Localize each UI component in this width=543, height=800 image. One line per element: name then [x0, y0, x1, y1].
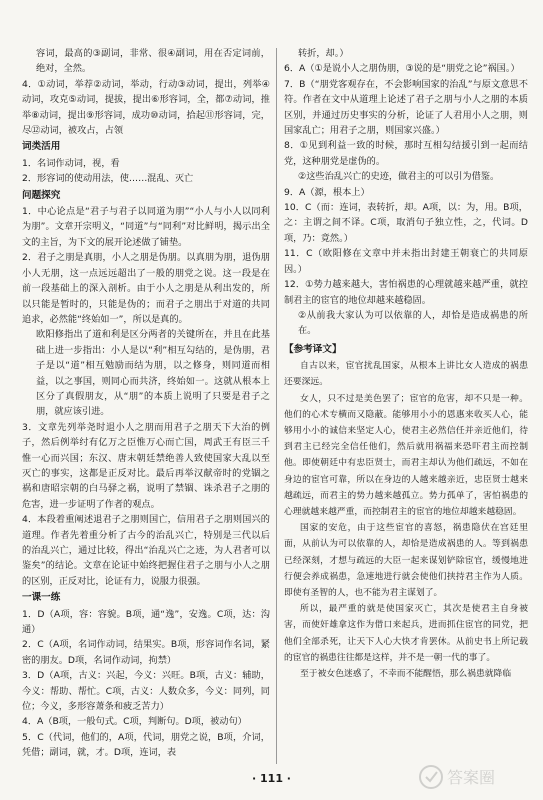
translation-paragraph: 女人，只不过是美色罢了；宦官的危害，却不只是一种。他们的心术专横而又隐蔽。能够用小小的恩惠来收买人心，能够用小小的诚信来坚定人心，使君主必然信任并亲近他们，待到君主已经完全信任他们，然后就用祸福来恐吓君主而控制他。即使朝廷中有忠臣贤士，而君主却认为他们疏远，不如在身边的宦官可靠，所以在身边的人越来越亲近，忠臣贤士越来越疏远，而君主的势力越来越孤立。势力孤单了，害怕祸患的心理就越来越严重，而控制君主的宦官的地位却越来越稳固。: [284, 393, 528, 517]
left-answer-text: 4．①动词，举荐②动词，举动，行动③动词，提出，列举④动词，攻克⑤动词，提拔，提出⑥形容词，全，都⑦动词，推举⑧动词，提出⑨形容词，成功⑩动词，拾起⑪形容词，完，尽⑫动词，被攻占，占领: [22, 78, 270, 137]
right-answer-text: 10．C（而：连词，表转折，却。A项，以：为，用。B项，之：主谓之间不译。C项，取消句子独立性，之，代词。D项，乃：竟然。）: [284, 202, 528, 244]
left-column: [22, 46, 270, 761]
left-answer-text: 2．C（A项，名词作动词，结果实。B项，形容词作名词，紧密的朋友。D项，名词作动词，拘禁）: [22, 639, 270, 666]
left-answer-text: 2．君子之朋是真朋，小人之朋是伪朋。以真朋为朋，退伪朋小人无朋，这一点远远超出了一般的朋党之说。这一段是在前一段基础上的深入剖析。由于小人之朋是从利出发的，所以只能是暂时的，只能是伪的；而君子之朋出于对道的共同追求，必然能“终始如一”，所以是真的。: [22, 252, 270, 325]
left-answer-text: 1．中心论点是“君子与君子以同道为朋”“小人与小人以同利为朋”。文章开宗明义，“同道”与“同利”对比鲜明，揭示出全文的主旨，为下文的展开论述做了铺垫。: [22, 206, 270, 248]
left-answer-text: 2．形容词的使动用法，使……混乱、灭亡: [22, 173, 194, 185]
section-heading: 问题探究: [22, 189, 61, 201]
translation-paragraph: 国家的安危，由于这些宦官的喜怒，祸患隐伏在宫廷里面，从前认为可以依靠的人，却恰是造成祸患的人。等到祸患已经深刻，才想与疏远的大臣一起来谋划铲除宦官，缓慢地进行便会养成祸患，急速地进行就会使他们挟持君主作为人质。即使有圣智的人，也不能为君主谋划了。: [284, 523, 528, 598]
translation-paragraph: 至于被女色迷惑了，不幸而不能醒悟，那么祸患就降临: [300, 668, 512, 679]
right-answer-text: ②从前我大家认为可以依靠的人，却恰是造成祸患的所在。: [298, 309, 528, 337]
section-heading: 词类活用: [22, 141, 61, 153]
translation-paragraph: 所以，最严重的就是使国家灭亡，其次是使君主自身被害，而使奸雄拿这作为借口来起兵，进而抓住宦官的同党，把他们全部杀死，让天下人心大快才肯罢休。从前史书上所记载的宦官的祸患往往都是这样，并不是一朝一代的事了。: [284, 604, 528, 663]
left-answer-text: 3．D（A项，古义：兴起，今义：兴旺。B项，古义：辅助，今义：帮助、帮忙。C项，古义：人数众多，今义：同列，同位；今义，多形容萧条和疲乏苦力）: [22, 670, 270, 713]
watermark-logo: [417, 760, 537, 794]
left-answer-text: 4．A（B项，一般句式。C项，判断句。D项，被动句）: [22, 716, 247, 728]
right-column: [284, 46, 528, 682]
column-divider: [276, 48, 277, 764]
right-answer-text: 6．A（①是说小人之朋伪朋，③说的是“朋党之论”祸国。）: [284, 63, 520, 75]
reference-translation-heading: 【参考译文】: [284, 343, 342, 355]
left-answer-text: 欧阳修指出了道和利是区分两者的关键所在，并且在此基础上进一步指出：小人是以“利”相互勾结的，是伪朋，君子是以“道”相互勉励而结为朋，以之修身，则同道而相益，以之事国，则同心而共济，终始如一。这就从根本上区分了真假朋友，从“朋”的本质上说明了只要是君子之朋，就应该引进。: [36, 329, 270, 418]
right-answer-text: 转折，却。）: [298, 48, 349, 59]
right-answer-text: 8．①见到利益一致的时候，那时互相勾结援引到一起而结党，这种朋党是虚伪的。: [284, 140, 528, 167]
section-heading: 一课一练: [22, 592, 61, 604]
left-answer-text: 4．本段着重阐述退君子之朋则国亡，信用君子之朋则国兴的道理。作者先着重分析了古今的治乱兴亡，特别是三代以后的治乱兴亡，通过比较，得出“治乱兴亡之迹，为人君者可以鉴矣”的结论。文章在论证中始终把握住君子之朋与小人之朋的区别，正反对比，论证有力，说服力很强。: [22, 514, 270, 587]
right-answer-text: 9．A（源，根本上）: [284, 186, 370, 198]
page-number: · 111 ·: [252, 772, 291, 785]
svg-text:答案圈: 答案圈: [447, 768, 496, 787]
right-answer-text: 12．①势力越来越大，害怕祸患的心理就越来越严重，就控制君主的宦官的地位却越来越稳固。: [284, 279, 528, 306]
right-answer-text: ②这些治乱兴亡的史迹，做君主的可以引为借鉴。: [298, 171, 500, 183]
right-answer-text: 7．B（“朋党客观存在，不会影响国家的治乱”与原文意思不符。作者在文中从道理上论述了君子之朋与小人之朋的本质区别，并通过历史事实的分析，论证了人君用小人之朋，则国家乱亡；用君子之朋，则国家兴盛。）: [284, 78, 528, 137]
left-answer-text: 3．文章先列举尧时退小人之朋而用君子之朋天下大治的例子，然后例举纣有亿万之臣惟万心而亡国，周武王有臣三千惟一心而兴国；东汉、唐末朝廷禁绝善人致使国家大乱以至灭亡的事实，这都是正反对比。最后再举汉献帝时的党锢之祸和唐昭宗朝的白马驿之祸，说明了禁锢、诛杀君子之朋的危害，进一步证明了作者的观点。: [22, 421, 270, 510]
left-answer-text: 1．D（A项，容：容貌。B项，通“逸”，安逸。C项，达：沟通）: [22, 608, 270, 636]
left-answer-text: 5．C（代词，他们的，A项，代词，朋党之说，B项，介词，凭借；副词，就，才。D项，连词，表: [22, 731, 270, 759]
right-answer-text: 11．C（欧阳修在文章中并未指出封建王朝衰亡的共同原因。）: [284, 248, 528, 275]
left-answer-text: 1．名词作动词，视，看: [22, 157, 120, 169]
left-answer-text: 容词，最高的③副词，非常、很④副词，用在否定词前，绝对，全然。: [36, 48, 270, 75]
translation-paragraph: 自古以来，宦官扰乱国家，从根本上讲比女人造成的祸患还要深远。: [284, 361, 528, 388]
